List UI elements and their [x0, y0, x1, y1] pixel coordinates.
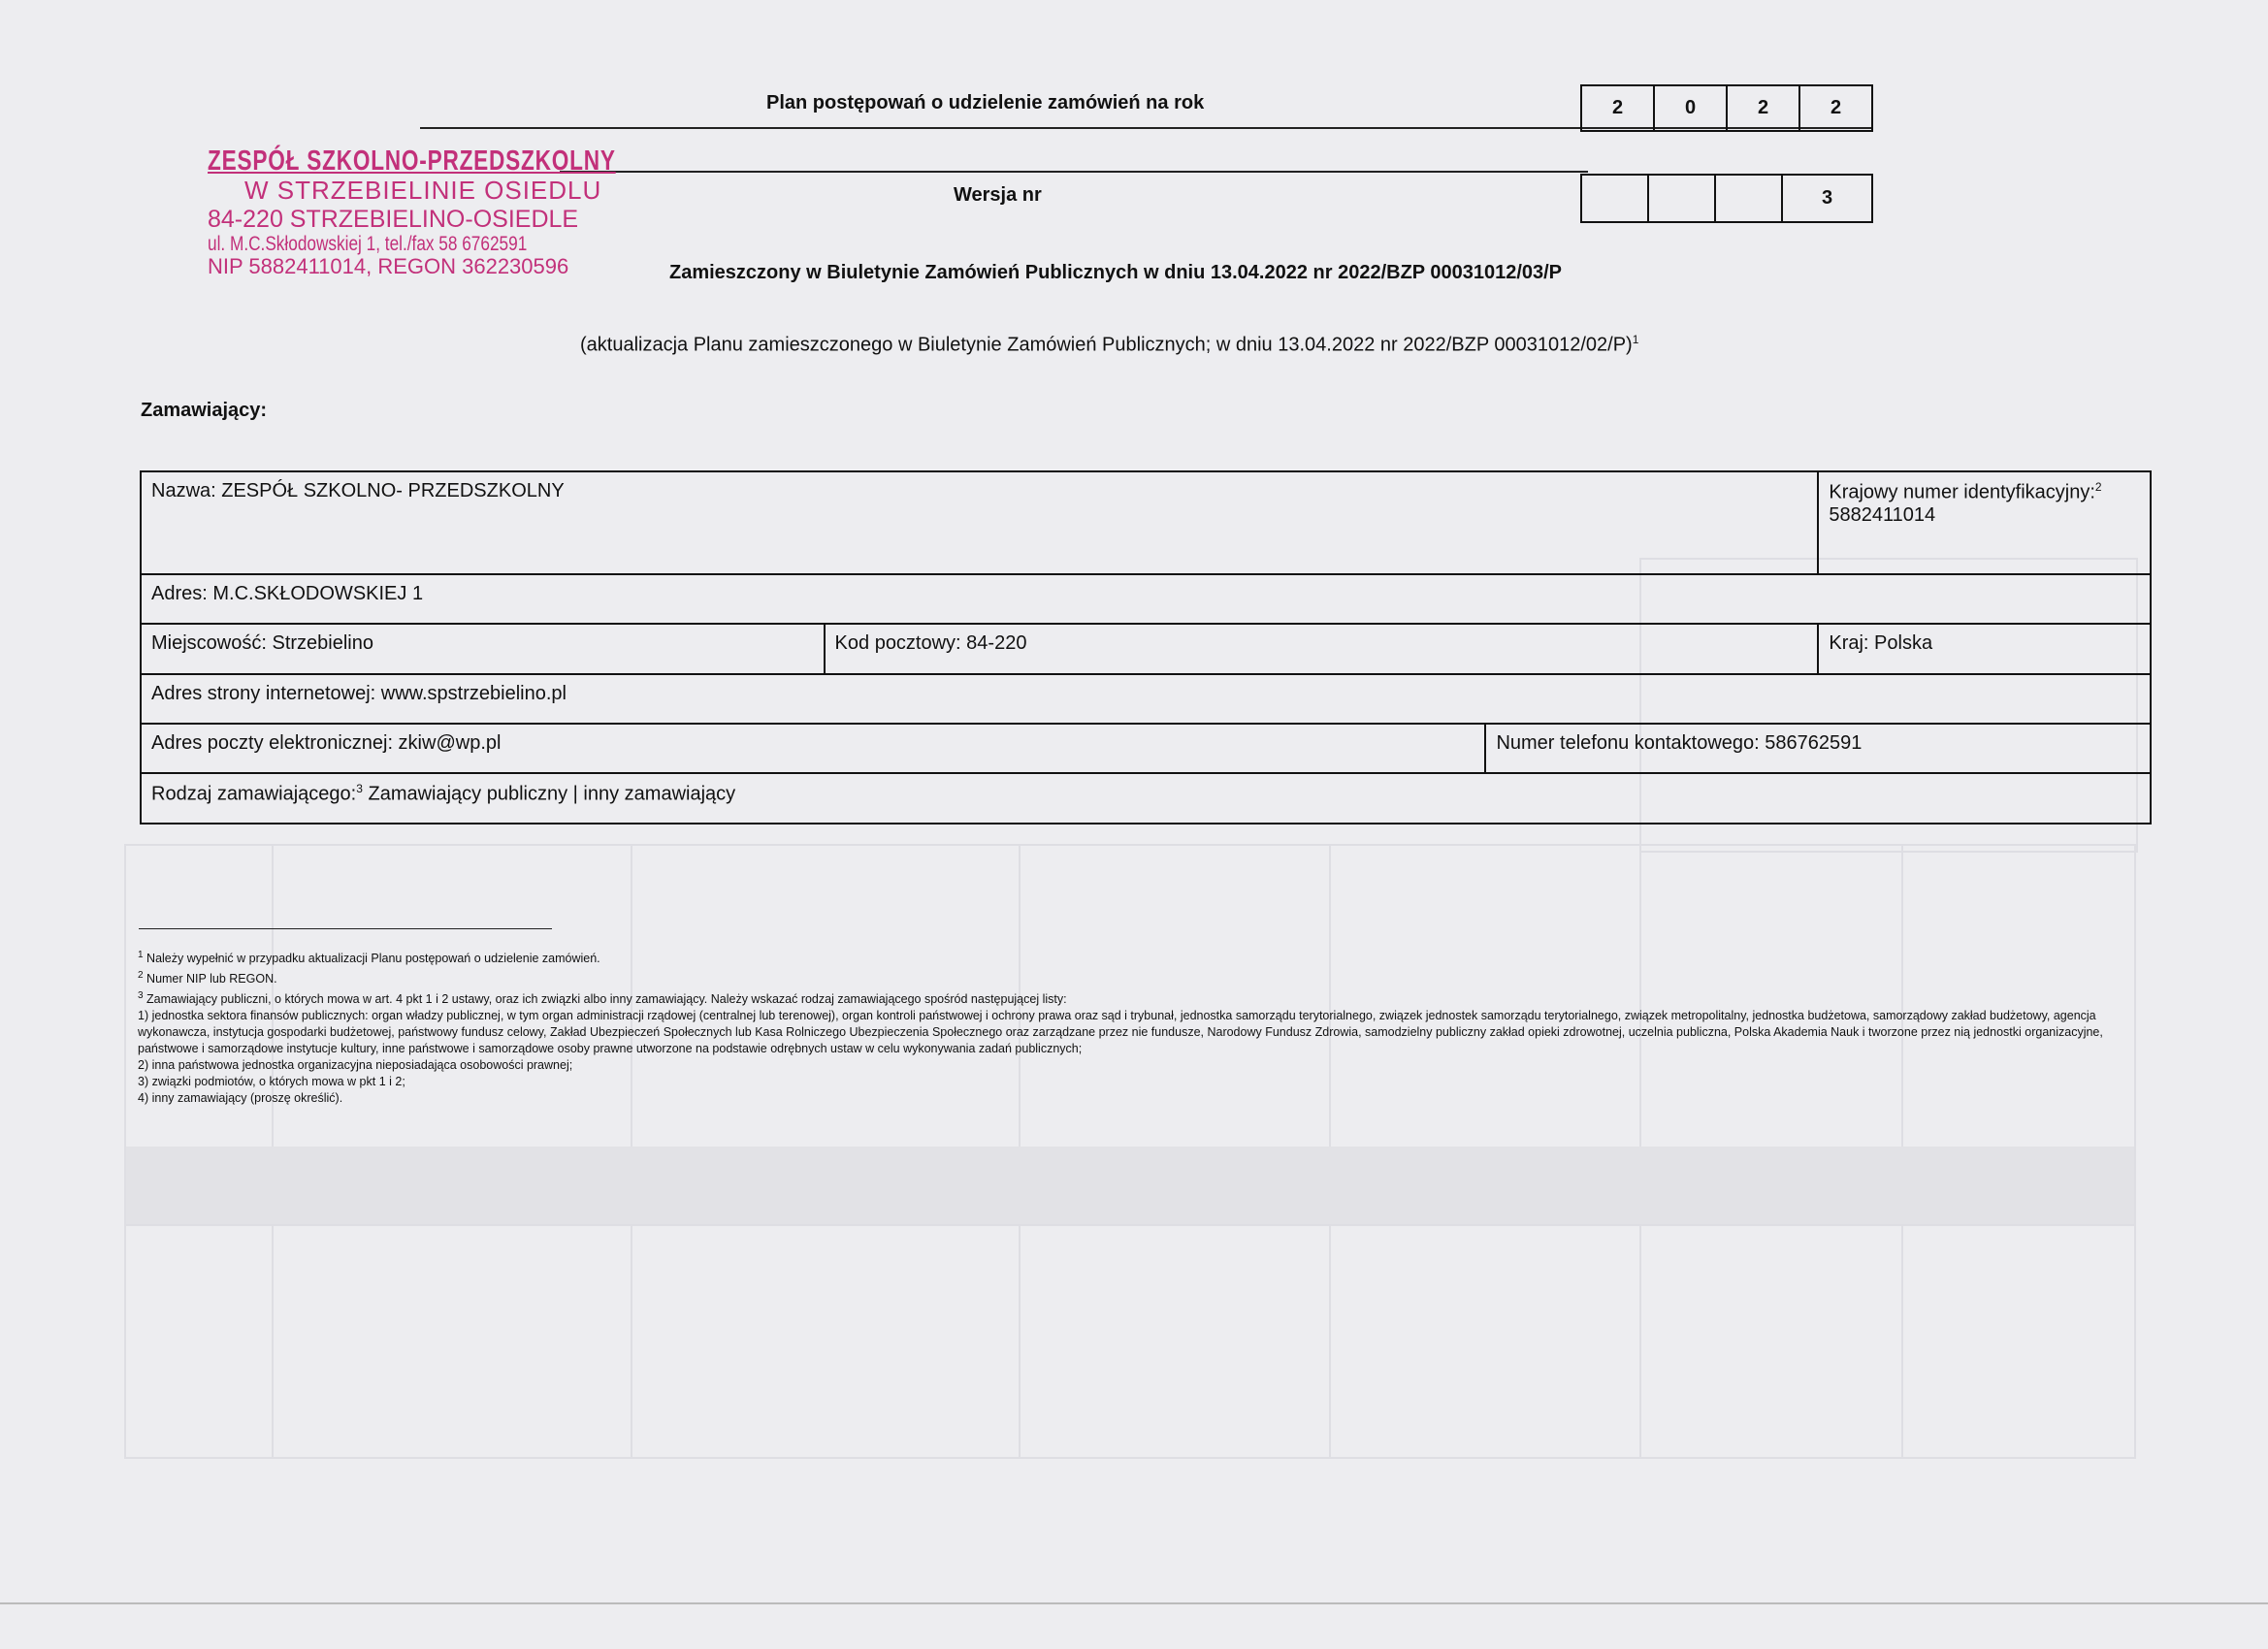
footnote	[138, 947, 2155, 967]
year-digit: 0	[1655, 86, 1728, 130]
footnote-list-item: 1) jednostka sektora finansów publicznych: organ władzy publicznej, w tym organ administracji rządowej (centralnej lub terenowej), organ kontroli państwowej i ochrony prawa oraz sąd i trybunał, jednostka samorządu terytorialnego, związek jednostek samorządu terytorialnego, związek metropolitalny, jednostka budżetowa, samorządowy zakład budżetowy, agencja wykonawcza, instytucja gospodarki budżetowej, państwowy fundusz celowy, Zakład Ubezpieczeń Społecznych lub Kasa Rolniczego Ubezpieczenia Społecznego oraz zarządzane przez nie fundusze, Narodowy Fundusz Zdrowia, samodzielny publiczny zakład opieki zdrowotnej, uczelnia publiczna, Polska Akademia Nauk i tworzone przez nią jednostki organizacyjne, państwowe i samorządowe instytucje kultury, inne państwowe i samorządowe osoby prawne utworzone na podstawie odrębnych ustaw w celu wykonywania zadań publicznych;	[138, 1009, 2103, 1056]
stamp-line: ul. M.C.Skłodowskiej 1, tel./fax 58 6762591	[208, 232, 528, 255]
email-cell: Adres poczty elektronicznej: zkiw@wp.pl	[141, 724, 1485, 773]
footnote-list-item: 2) inna państwowa jednostka organizacyjna nieposiadająca osobowości prawnej;	[138, 1058, 573, 1073]
authority-type-label: Rodzaj zamawiającego:	[151, 783, 357, 805]
year-boxes	[1580, 84, 1873, 132]
national-id-value: 5882411014	[1829, 503, 1936, 526]
footnotes	[138, 947, 2155, 1107]
national-id-cell	[1818, 471, 2151, 574]
update-note-text: (aktualizacja Planu zamieszczonego w Biuletynie Zamówień Publicznych; w dniu 13.04.2022 nr 2022/BZP 00031012/02/P)	[580, 334, 1633, 356]
stamp-line: W STRZEBIELINIE OSIEDLU	[244, 176, 602, 206]
footnote	[138, 987, 2155, 1008]
national-id-label: Krajowy numer identyfikacyjny:	[1829, 481, 2095, 503]
footnote-text: Zamawiający publiczni, o których mowa w art. 4 pkt 1 i 2 ustawy, oraz ich związki albo inny zamawiający. Należy wskazać rodzaj zamawiającego spośród następującej listy:	[143, 992, 1067, 1007]
footnote-number: 3	[138, 990, 144, 1002]
contracting-authority-table	[140, 470, 2152, 824]
stamp-line: NIP 5882411014, REGON 362230596	[208, 254, 569, 279]
country-cell: Kraj: Polska	[1818, 624, 2151, 674]
address-cell: Adres: M.C.SKŁODOWSKIEJ 1	[141, 574, 2151, 624]
version-digit	[1582, 176, 1649, 221]
version-digit	[1716, 176, 1783, 221]
postal-code-cell: Kod pocztowy: 84-220	[825, 624, 1819, 674]
version-boxes	[1580, 174, 1873, 223]
stamp-line: 84-220 STRZEBIELINO-OSIEDLE	[208, 205, 579, 233]
version-digit: 3	[1821, 187, 1833, 209]
footnote-ref: 3	[356, 782, 363, 795]
footnote	[138, 967, 2155, 987]
city-cell: Miejscowość: Strzebielino	[141, 624, 825, 674]
scan-edge	[0, 1602, 2268, 1604]
year-digit: 2	[1728, 86, 1800, 130]
update-note	[580, 333, 1638, 357]
website-cell: Adres strony internetowej: www.spstrzebielino.pl	[141, 674, 2151, 724]
footnote-separator	[139, 928, 552, 929]
plan-title: Plan postępowań o udzielenie zamówień na rok	[766, 92, 1205, 113]
year-digit: 2	[1830, 97, 1842, 118]
bleed-through-table	[124, 844, 2136, 1459]
footnote-ref: 2	[2094, 480, 2102, 494]
name-cell: Nazwa: ZESPÓŁ SZKOLNO- PRZEDSZKOLNY	[141, 471, 1818, 574]
authority-type-cell	[141, 773, 2151, 824]
version-label: Wersja nr	[954, 184, 1042, 206]
footnote-ref: 1	[1632, 333, 1639, 346]
section-label-contracting: Zamawiający:	[141, 400, 268, 421]
authority-type-value: Zamawiający publiczny | inny zamawiający	[362, 783, 736, 805]
footnote-list-item: 4) inny zamawiający (proszę określić).	[138, 1091, 343, 1106]
institution-stamp	[208, 146, 730, 279]
year-digit: 2	[1582, 86, 1655, 130]
publication-info: Zamieszczony w Biuletynie Zamówień Publicznych w dniu 13.04.2022 nr 2022/BZP 00031012/03/P	[669, 262, 1563, 283]
stamp-line: ZESPÓŁ SZKOLNO-PRZEDSZKOLNY	[208, 146, 616, 177]
footnote-text: Należy wypełnić w przypadku aktualizacji Planu postępowań o udzielenie zamówień.	[143, 952, 600, 966]
version-digit	[1649, 176, 1716, 221]
footnote-number: 1	[138, 950, 144, 960]
footnote-list-item: 3) związki podmiotów, o których mowa w pkt 1 i 2;	[138, 1075, 405, 1089]
footnote-text: Numer NIP lub REGON.	[143, 972, 277, 986]
footnote-number: 2	[138, 970, 144, 982]
phone-cell: Numer telefonu kontaktowego: 586762591	[1485, 724, 2151, 773]
